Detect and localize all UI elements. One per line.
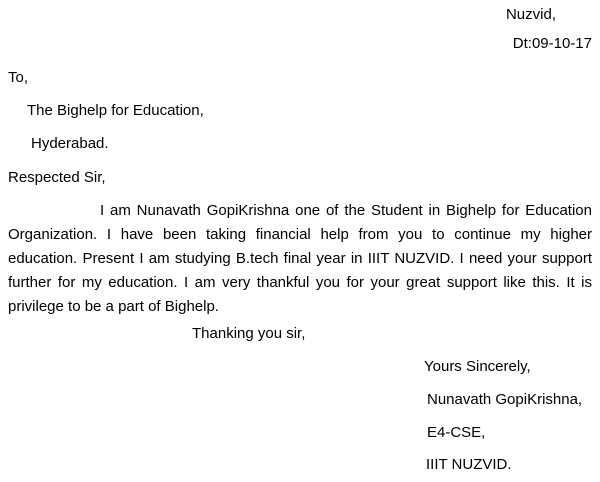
letter-body [8,199,592,319]
letter-date: Dt:09-10-17 [512,35,592,52]
signature-institute: IIIT NUZVID. [426,456,512,473]
recipient-name: The Bighelp for Education, [27,102,204,119]
signature-name: Nunavath GopiKrishna, [427,391,583,408]
letter-place: Nuzvid, [505,6,556,23]
letter-body-text: I am Nunavath GopiKrishna one of the Student in Bighelp for Education Organization. I have been taking financial help from you to continue my higher education. Present I am studying B.tech final year in IIIT NUZVID. I need your support further for my education. I am very thankful you for your great support like this. It is privilege to be a part of Bighelp. [8,202,592,315]
recipient-city: Hyderabad. [31,135,109,152]
closing-line: Yours Sincerely, [424,358,531,375]
thanks-line: Thanking you sir, [192,325,306,342]
letter-to-label: To, [8,69,29,86]
signature-department: E4-CSE, [427,424,486,441]
salutation: Respected Sir, [8,169,106,186]
